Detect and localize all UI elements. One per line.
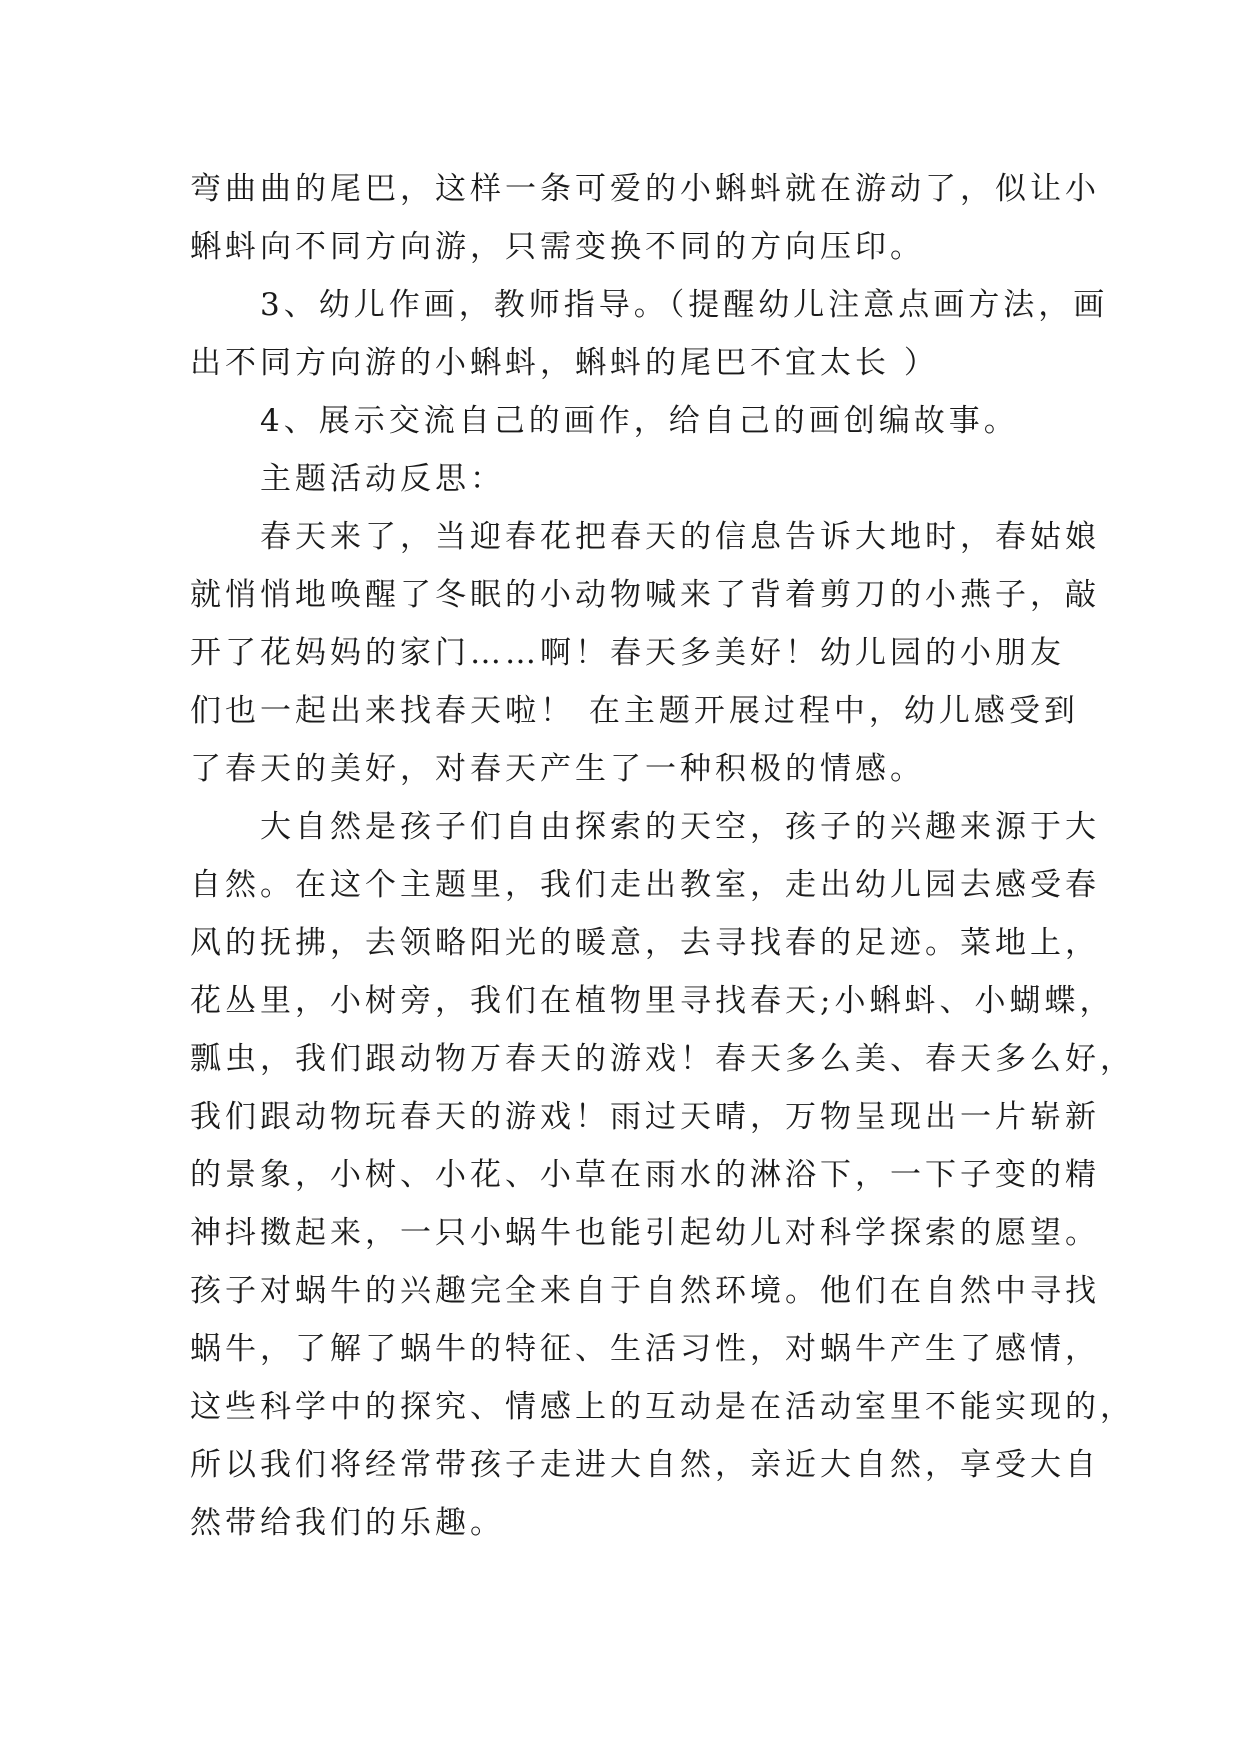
text-line: 风的抚拂，去领略阳光的暖意，去寻找春的足迹。菜地上， [190,925,1100,961]
text-line: 4、展示交流自己的画作，给自己的画创编故事。 [190,403,1019,439]
text-line: 神抖擞起来，一只小蜗牛也能引起幼儿对科学探索的愿望。 [190,1215,1100,1251]
text-line: 了春天的美好，对春天产生了一种积极的情感。 [190,751,925,787]
text-line: 我们跟动物玩春天的游戏！雨过天晴，万物呈现出一片崭新 [190,1099,1100,1135]
text-line: 3、幼儿作画，教师指导。（提醒幼儿注意点画方法，画 [190,287,1109,323]
document-body [190,160,1135,1552]
text-line: 出不同方向游的小蝌蚪，蝌蚪的尾巴不宜太长 ） [190,345,939,381]
text-line: 们也一起出来找春天啦！ 在主题开展过程中，幼儿感受到 [190,693,1079,729]
text-line: 大自然是孩子们自由探索的天空，孩子的兴趣来源于大 [190,809,1100,845]
text-line: 这些科学中的探究、情感上的互动是在活动室里不能实现的， [190,1389,1135,1425]
text-line: 春天来了，当迎春花把春天的信息告诉大地时，春姑娘 [190,519,1100,555]
text-line: 自然。在这个主题里，我们走出教室，走出幼儿园去感受春 [190,867,1100,903]
text-line: 开了花妈妈的家门……啊！春天多美好！幼儿园的小朋友 [190,635,1065,671]
text-line: 花丛里，小树旁，我们在植物里寻找春天;小蝌蚪、小蝴蝶， [190,983,1115,1019]
text-line: 然带给我们的乐趣。 [190,1505,505,1541]
text-line: 的景象，小树、小花、小草在雨水的淋浴下，一下子变的精 [190,1157,1100,1193]
text-line: 瓢虫，我们跟动物万春天的游戏！春天多么美、春天多么好， [190,1041,1135,1077]
section-heading: 主题活动反思： [190,461,505,497]
text-line: 蜗牛，了解了蜗牛的特征、生活习性，对蜗牛产生了感情， [190,1331,1100,1367]
text-line: 所以我们将经常带孩子走进大自然，亲近大自然，享受大自 [190,1447,1100,1483]
text-line: 蝌蚪向不同方向游，只需变换不同的方向压印。 [190,229,925,265]
text-line: 弯曲曲的尾巴，这样一条可爱的小蝌蚪就在游动了，似让小 [190,171,1100,207]
text-line: 孩子对蜗牛的兴趣完全来自于自然环境。他们在自然中寻找 [190,1273,1100,1309]
text-line: 就悄悄地唤醒了冬眠的小动物喊来了背着剪刀的小燕子，敲 [190,577,1100,613]
